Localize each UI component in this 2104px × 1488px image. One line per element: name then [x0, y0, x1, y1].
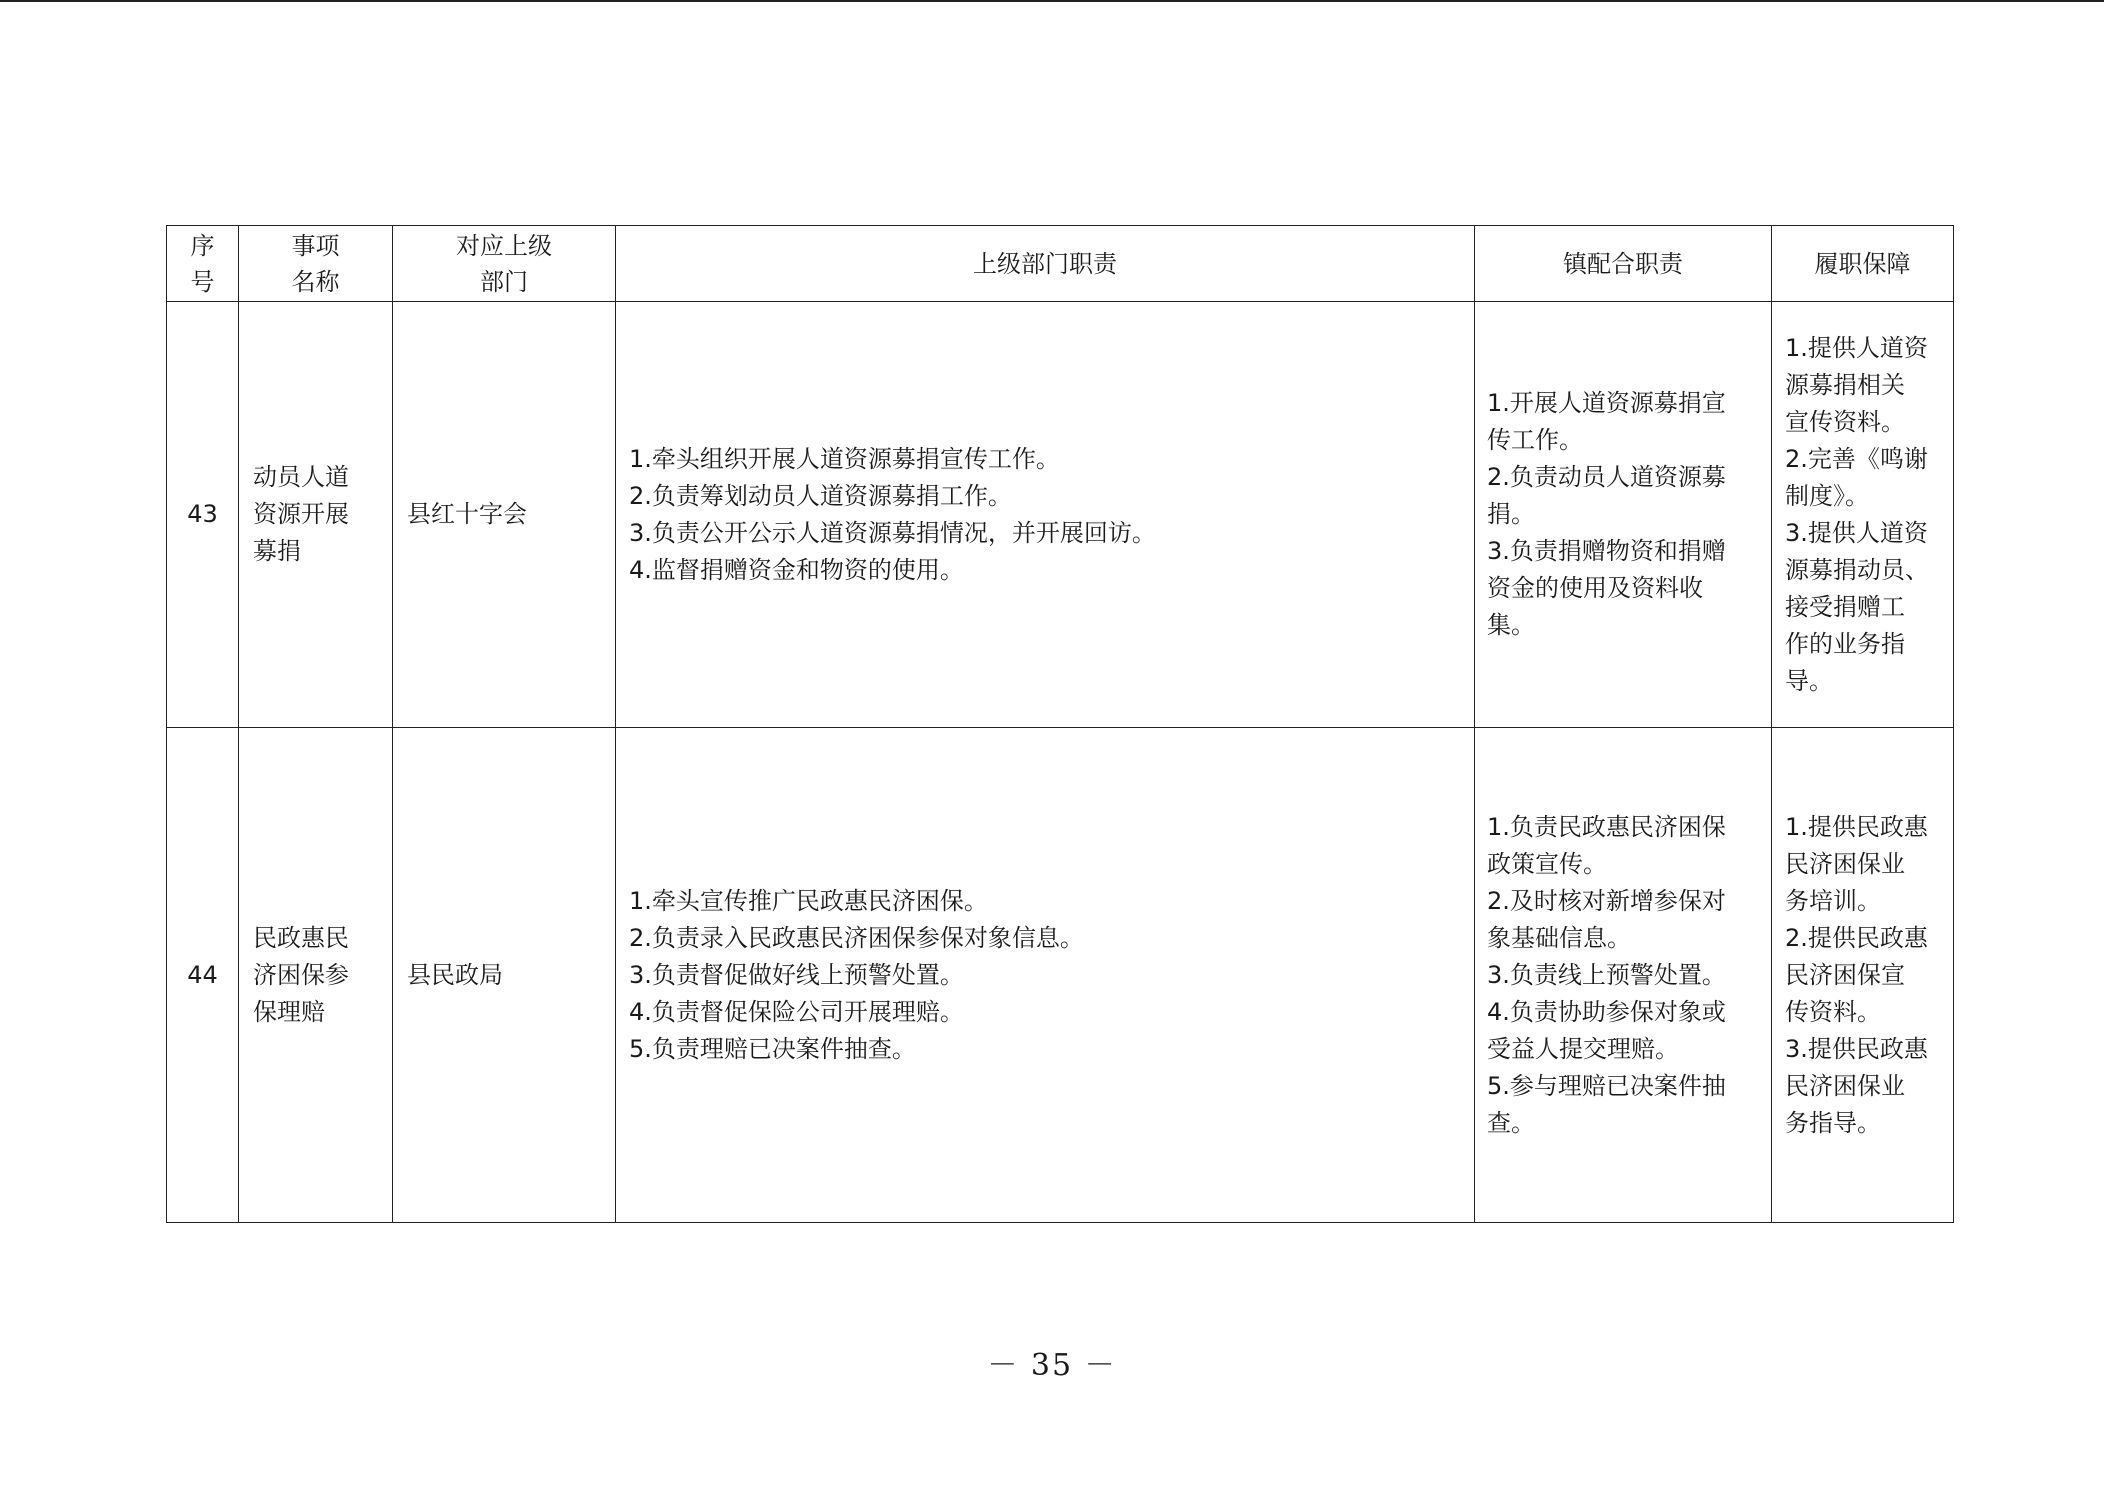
duty-line: 1.牵头宣传推广民政惠民济困保。 [629, 886, 988, 915]
guarantee-line: 务培训。 [1785, 886, 1881, 915]
guarantee-line: 源募捐相关 [1785, 370, 1905, 399]
item-name-line: 民政惠民 [253, 923, 349, 952]
superior-department: 县民政局 [393, 728, 616, 1223]
guarantee-line: 源募捐动员、 [1785, 555, 1929, 584]
header-dept-line: 部门 [480, 267, 528, 296]
item-name-line: 资源开展 [253, 500, 349, 528]
guarantee-line: 宣传资料。 [1785, 407, 1905, 436]
header-dept [393, 226, 616, 302]
guarantee-line: 民济困保业 [1785, 849, 1905, 878]
duty-line: 4.监督捐赠资金和物资的使用。 [629, 555, 964, 584]
duty-line: 4.负责督促保险公司开展理赔。 [629, 997, 964, 1026]
superior-department: 县红十字会 [393, 302, 616, 728]
row-number: 43 [167, 302, 239, 728]
header-duty: 上级部门职责 [616, 226, 1475, 302]
duty-line: 1.牵头组织开展人道资源募捐宣传工作。 [629, 444, 1060, 473]
town-line: 集。 [1487, 611, 1535, 639]
town-line: 捐。 [1487, 500, 1535, 528]
header-town: 镇配合职责 [1475, 226, 1772, 302]
guarantee-line: 1.提供人道资 [1785, 333, 1928, 362]
page-number: － 35 － [987, 1348, 1117, 1383]
guarantee-line: 传资料。 [1785, 997, 1881, 1026]
town-line: 2.及时核对新增参保对 [1487, 886, 1726, 915]
superior-duties [616, 728, 1475, 1223]
header-name-line: 事项 [291, 231, 340, 260]
town-duties [1475, 728, 1772, 1223]
town-line: 政策宣传。 [1487, 849, 1607, 878]
header-name-line: 名称 [291, 267, 340, 296]
guarantee-line: 民济困保宣 [1785, 960, 1905, 989]
guarantee [1772, 302, 1954, 728]
guarantee-line: 导。 [1785, 666, 1833, 695]
town-duties [1475, 302, 1772, 728]
duty-table [166, 225, 1954, 1223]
town-line: 3.负责线上预警处置。 [1487, 960, 1726, 989]
superior-duties [616, 302, 1475, 728]
guarantee-line: 2.完善《鸣谢 [1785, 444, 1928, 473]
header-num [167, 226, 239, 302]
header-num-line: 号 [190, 267, 215, 296]
table-row [167, 728, 1954, 1223]
town-line: 1.开展人道资源募捐宣 [1487, 389, 1726, 417]
duty-line: 2.负责筹划动员人道资源募捐工作。 [629, 481, 1012, 510]
header-row [167, 226, 1954, 302]
town-line: 传工作。 [1487, 426, 1583, 454]
item-name-line: 济困保参 [253, 960, 349, 989]
town-line: 1.负责民政惠民济困保 [1487, 812, 1726, 841]
guarantee [1772, 728, 1954, 1223]
top-border-line [0, 0, 2104, 2]
item-name [239, 728, 393, 1223]
guarantee-line: 民济困保业 [1785, 1071, 1905, 1100]
duty-line: 5.负责理赔已决案件抽查。 [629, 1034, 916, 1063]
guarantee-line: 3.提供人道资 [1785, 518, 1928, 547]
town-line: 2.负责动员人道资源募 [1487, 463, 1726, 491]
town-line: 3.负责捐赠物资和捐赠 [1487, 537, 1726, 565]
header-name [239, 226, 393, 302]
guarantee-line: 接受捐赠工 [1785, 592, 1905, 621]
header-guarantee: 履职保障 [1772, 226, 1954, 302]
item-name-line: 保理赔 [253, 997, 325, 1026]
guarantee-line: 1.提供民政惠 [1785, 812, 1928, 841]
town-line: 受益人提交理赔。 [1487, 1034, 1679, 1063]
town-line: 5.参与理赔已决案件抽 [1487, 1071, 1726, 1100]
header-num-line: 序 [190, 231, 215, 260]
town-line: 4.负责协助参保对象或 [1487, 997, 1726, 1026]
guarantee-line: 2.提供民政惠 [1785, 923, 1928, 952]
item-name [239, 302, 393, 728]
guarantee-line: 3.提供民政惠 [1785, 1034, 1928, 1063]
town-line: 资金的使用及资料收 [1487, 574, 1703, 602]
duty-line: 2.负责录入民政惠民济困保参保对象信息。 [629, 923, 1084, 952]
town-line: 查。 [1487, 1108, 1535, 1137]
guarantee-line: 制度》。 [1785, 481, 1869, 510]
guarantee-line: 作的业务指 [1785, 629, 1905, 658]
row-number: 44 [167, 728, 239, 1223]
item-name-line: 募捐 [253, 537, 301, 565]
guarantee-line: 务指导。 [1785, 1108, 1881, 1137]
town-line: 象基础信息。 [1487, 923, 1631, 952]
header-dept-line: 对应上级 [456, 231, 552, 260]
table-row [167, 302, 1954, 728]
item-name-line: 动员人道 [253, 463, 349, 491]
duty-line: 3.负责督促做好线上预警处置。 [629, 960, 964, 989]
duty-line: 3.负责公开公示人道资源募捐情况，并开展回访。 [629, 518, 1156, 547]
